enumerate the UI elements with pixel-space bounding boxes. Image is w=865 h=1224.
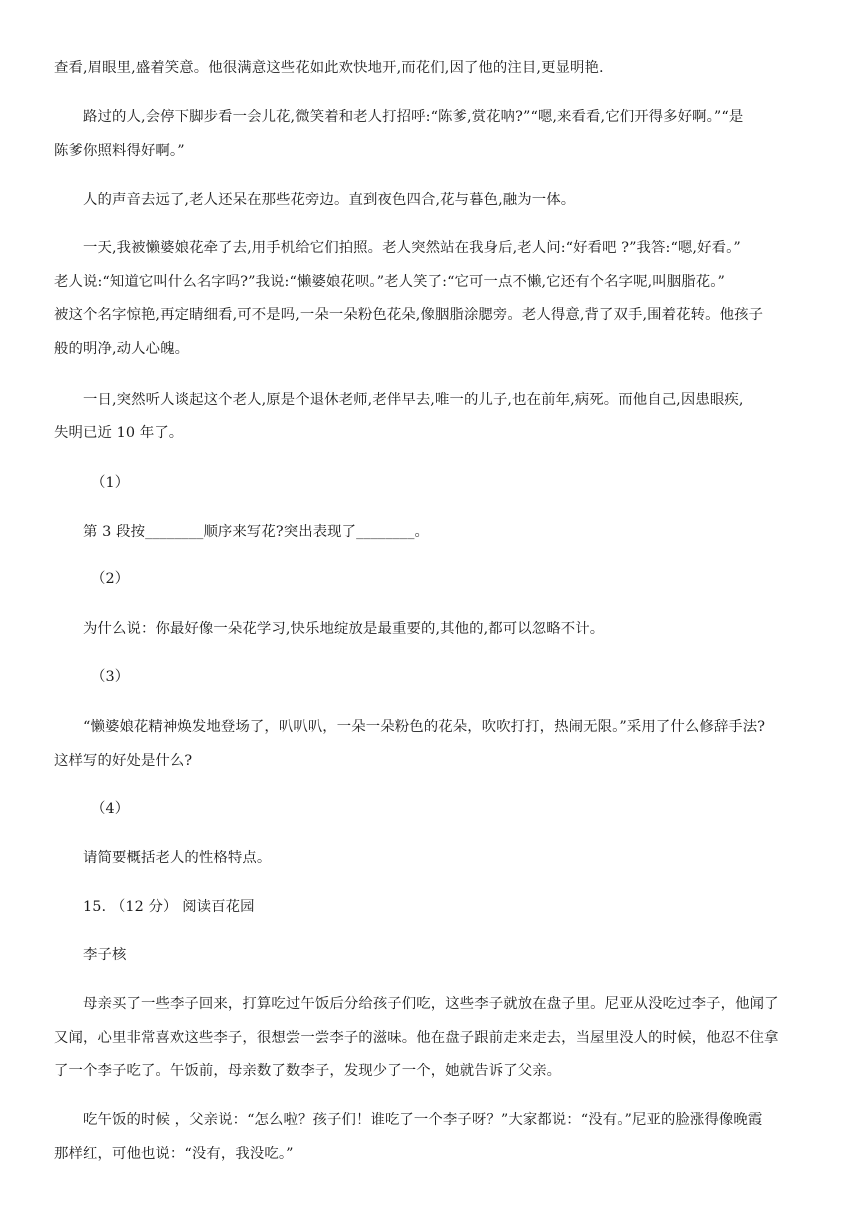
question-text: 请简要概括老人的性格特点。 <box>83 850 272 866</box>
section-heading: 15. （12 分） 阅读百花园 <box>83 899 255 915</box>
paragraph-line: 查看,眉眼里,盛着笑意。他很满意这些花如此欢快地开,而花们,因了他的注目,更显明艳. <box>54 60 604 76</box>
paragraph-line: 人的声音去远了,老人还呆在那些花旁边。直到夜色四合,花与暮色,融为一体。 <box>83 192 576 208</box>
question-text: 这样写的好处是什么? <box>54 753 193 769</box>
paragraph-line: 吃午饭的时候 ，父亲说：“怎么啦？孩子们！谁吃了一个李子呀？”大家都说：“没有。”尼亚的脸涨得像晚霞 <box>83 1112 763 1128</box>
story-title: 李子核 <box>83 947 127 963</box>
question-text: 第 3 段按________顺序来写花?突出表现了________。 <box>83 524 430 540</box>
paragraph-line: 失明已近 10 年了。 <box>54 425 184 441</box>
question-number: （1） <box>91 475 130 491</box>
paragraph-line: 被这个名字惊艳,再定睛细看,可不是吗,一朵一朵粉色花朵,像胭脂涂腮旁。老人得意,背了双手,围着花转。他孩子 <box>54 307 764 323</box>
question-number: （3） <box>91 669 130 685</box>
question-number: （4） <box>91 801 130 817</box>
paragraph-line: 一天,我被懒婆娘花牵了去,用手机给它们拍照。老人突然站在我身后,老人问:“好看吧 ?”我答:“嗯,好看。” <box>83 240 741 256</box>
paragraph-line: 又闻，心里非常喜欢这些李子，很想尝一尝李子的滋味。他在盘子跟前走来走去，当屋里没人的时候，他忍不住拿 <box>54 1030 779 1046</box>
paragraph-line: 了一个李子吃了。午饭前，母亲数了数李子，发现少了一个，她就告诉了父亲。 <box>54 1063 562 1079</box>
paragraph-line: 一日,突然听人谈起这个老人,原是个退休老师,老伴早去,唯一的儿子,也在前年,病死。而他自己,因患眼疾, <box>83 392 744 408</box>
paragraph-line: 陈爹你照料得好啊。” <box>54 143 185 159</box>
paragraph-line: 老人说:“知道它叫什么名字吗?”我说:“懒婆娘花呗。”老人笑了:“它可一点不懒,它还有个名字呢,叫胭脂花。” <box>54 274 725 290</box>
paragraph-line: 般的明净,动人心魄。 <box>54 341 190 357</box>
question-text: 为什么说：你最好像一朵花学习,快乐地绽放是最重要的,其他的,都可以忽略不计。 <box>83 621 605 637</box>
question-text: “懒婆娘花精神焕发地登场了，叭叭叭，一朵一朵粉色的花朵，吹吹打打，热闹无限。”采用了什么修辞手法? <box>83 719 766 735</box>
question-number: （2） <box>91 571 130 587</box>
paragraph-line: 路过的人,会停下脚步看一会儿花,微笑着和老人打招呼:“陈爹,赏花呐?”“嗯,来看看,它们开得多好啊。”“是 <box>83 109 744 125</box>
paragraph-line: 母亲买了一些李子回来，打算吃过午饭后分给孩子们吃，这些李子就放在盘子里。尼亚从没吃过李子，他闻了 <box>83 996 779 1012</box>
paragraph-line: 那样红，可他也说：“没有，我没吃。” <box>54 1146 294 1162</box>
